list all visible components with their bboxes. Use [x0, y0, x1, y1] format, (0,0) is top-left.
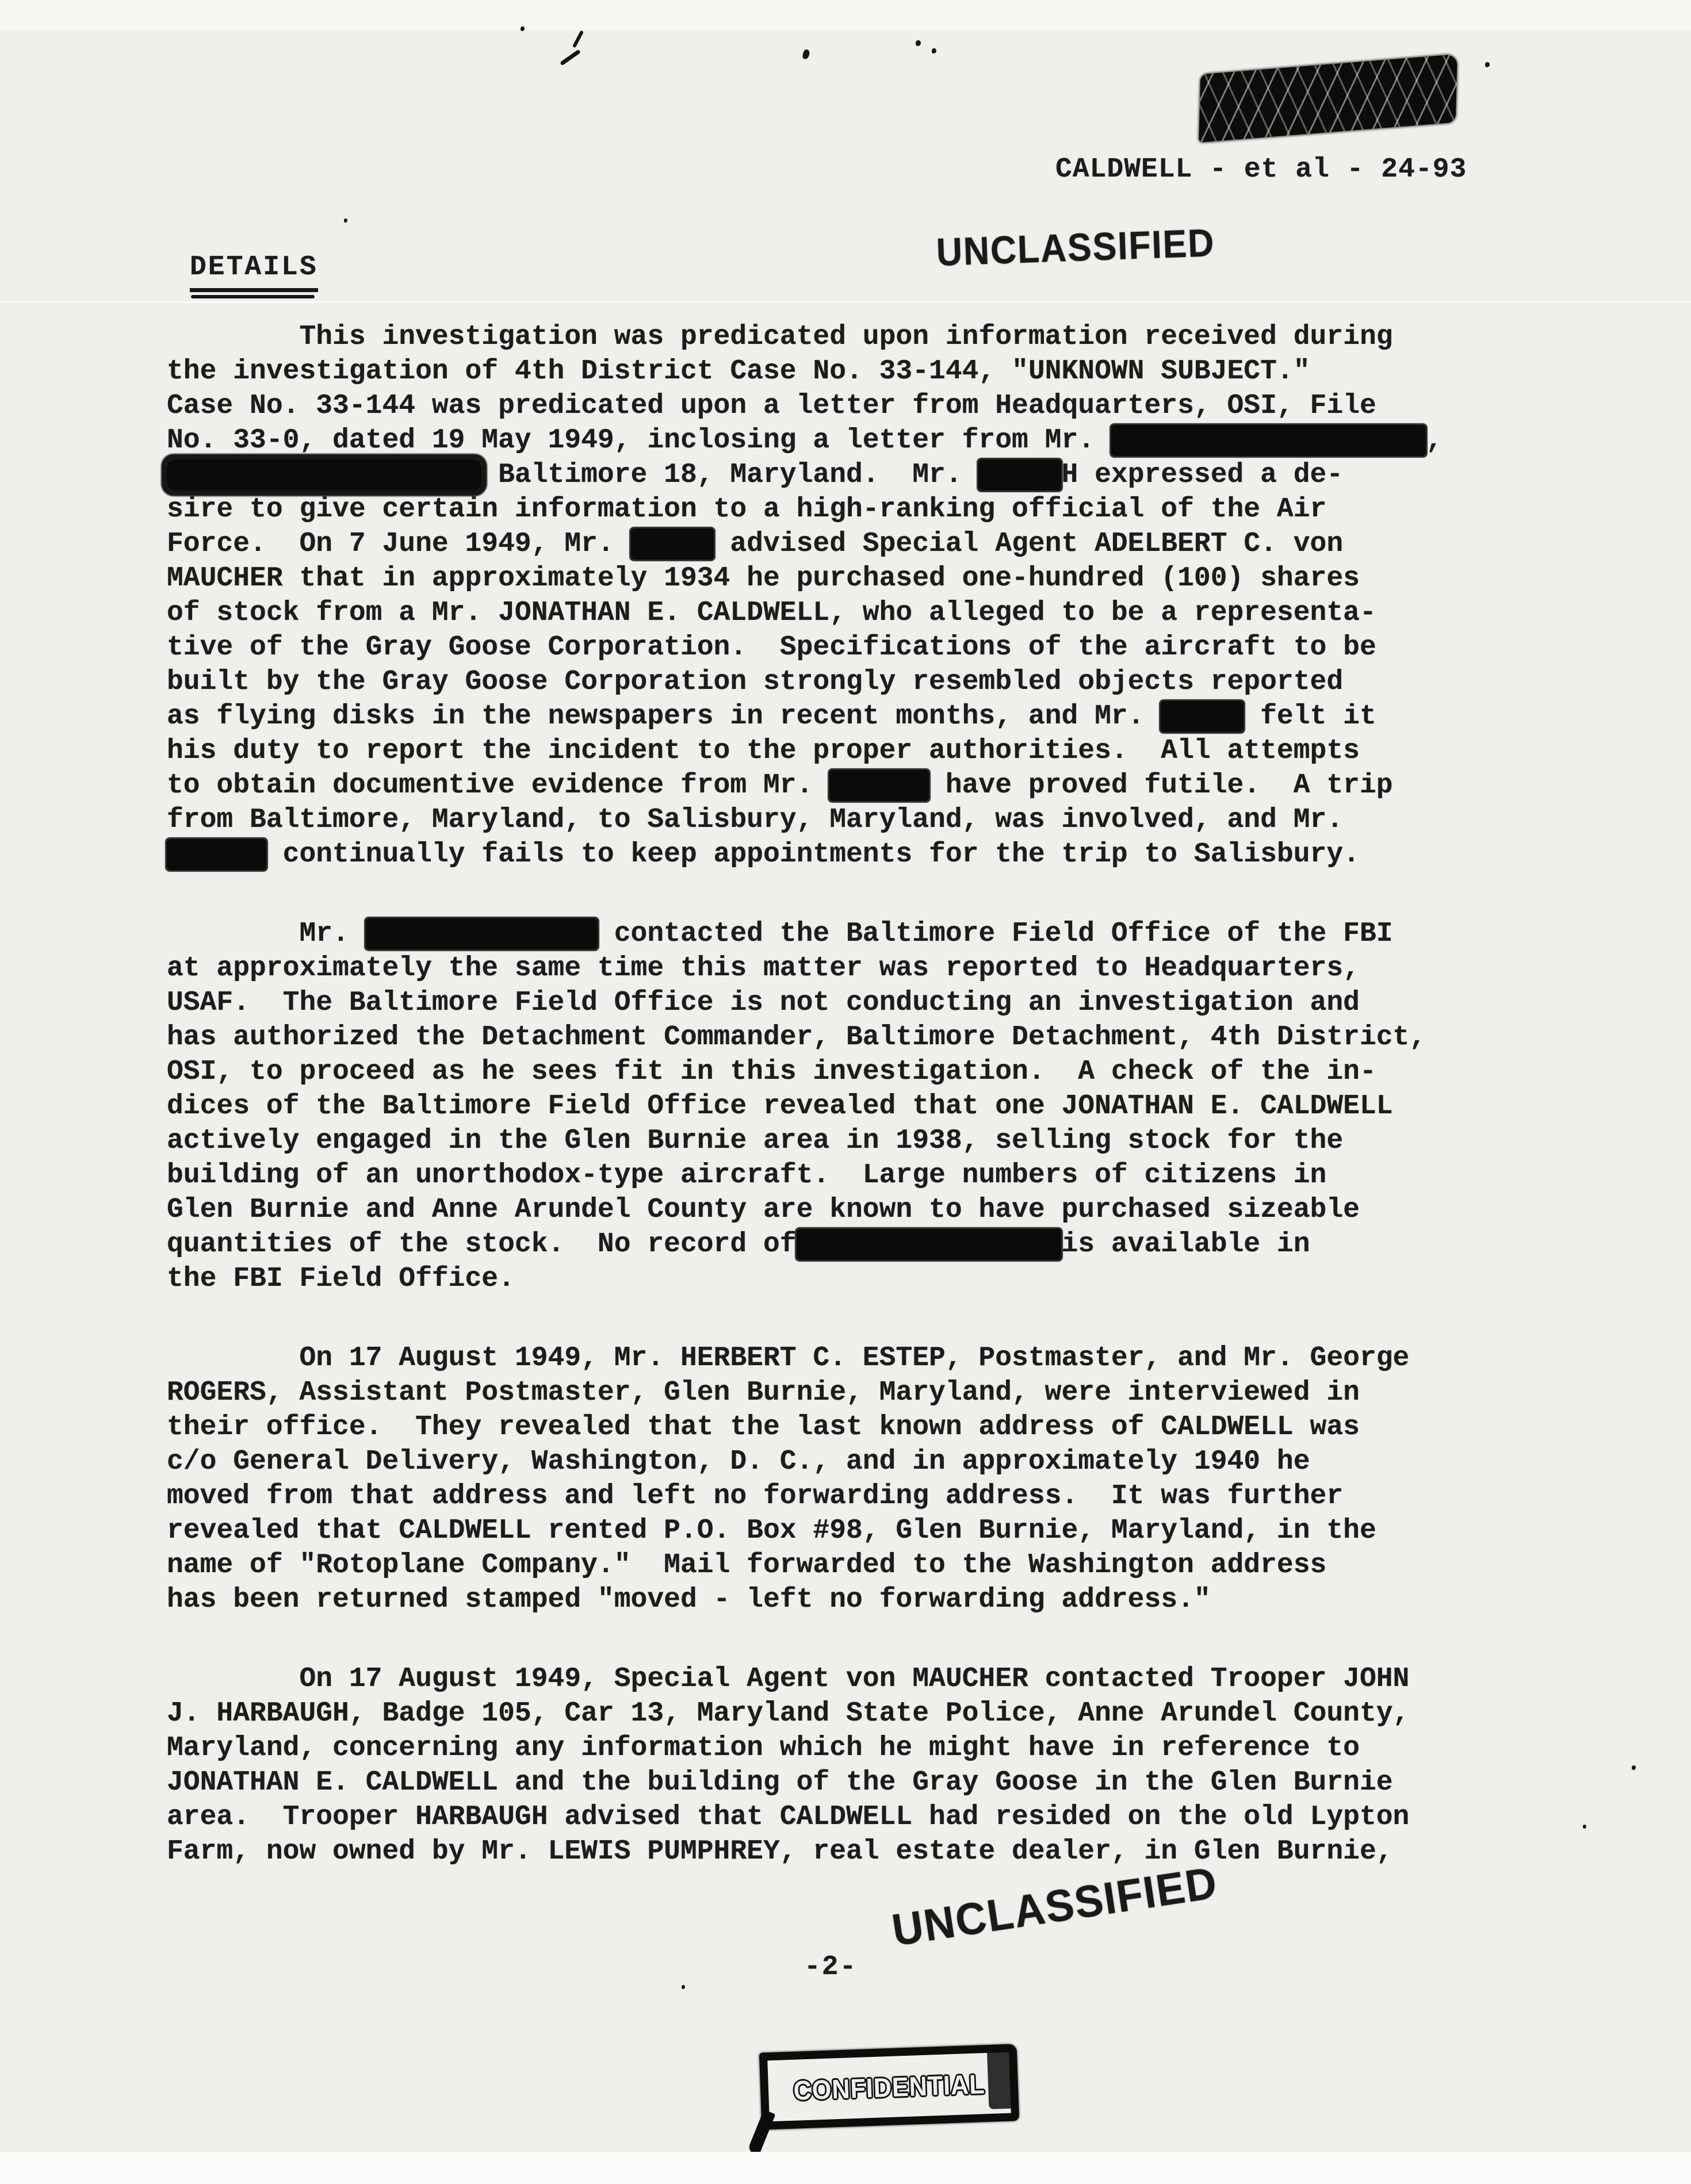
- redaction-bar: [1111, 425, 1426, 456]
- unclassified-stamp-bottom: UNCLASSIFIED: [889, 1857, 1221, 1956]
- text-line: MAUCHER that in approximately 1934 he purchased one-hundred (100) shares: [167, 563, 1360, 594]
- text-line: Glen Burnie and Anne Arundel County are known to have purchased sizeable: [167, 1194, 1360, 1225]
- text-line: quantities of the stock. No record of is available in: [167, 1229, 1310, 1260]
- text-line: has been returned stamped "moved - left no forwarding address.": [167, 1584, 1211, 1615]
- text-line: name of "Rotoplane Company." Mail forwarded to the Washington address: [167, 1550, 1327, 1581]
- text-line: Mr. contacted the Baltimore Field Office of the FBI: [167, 918, 1393, 949]
- text-line: area. Trooper HARBAUGH advised that CALDWELL had resided on the old Lypton: [167, 1802, 1410, 1833]
- text-line: as flying disks in the newspapers in recent months, and Mr. felt it: [167, 701, 1376, 732]
- scan-artifact-line: [0, 301, 1691, 303]
- text-line: Baltimore 18, Maryland. Mr. H expressed a de-: [167, 458, 1559, 492]
- redaction-bar: [978, 459, 1061, 491]
- text-line: built by the Gray Goose Corporation strongly resembled objects reported: [167, 666, 1344, 698]
- ink-speck: [932, 48, 936, 53]
- text-line: their office. They revealed that the last known address of CALDWELL was: [167, 1412, 1360, 1443]
- ink-speck: [916, 40, 921, 46]
- redaction-bar: [829, 770, 929, 801]
- text-line: dices of the Baltimore Field Office revealed that one JONATHAN E. CALDWELL: [167, 1091, 1393, 1122]
- text-line: Farm, now owned by Mr. LEWIS PUMPHREY, real estate dealer, in Glen Burnie,: [167, 1836, 1393, 1867]
- redaction-bar: [167, 459, 481, 491]
- confidential-stamp: [759, 2044, 1019, 2130]
- redaction-bar: [797, 1229, 1062, 1260]
- ink-speck: [521, 26, 525, 31]
- redaction-bar: [631, 528, 714, 560]
- paragraph: [167, 1662, 1559, 1869]
- case-reference: CALDWELL - et al - 24-93: [1055, 154, 1467, 185]
- text-line: to obtain documentive evidence from Mr. have proved futile. A trip: [167, 770, 1393, 801]
- text-line: Maryland, concerning any information which he might have in reference to: [167, 1733, 1360, 1764]
- text-line: No. 33-0, dated 19 May 1949, inclosing a letter from Mr. ,: [167, 425, 1443, 456]
- text-line: revealed that CALDWELL rented P.O. Box #98, Glen Burnie, Maryland, in the: [167, 1515, 1376, 1546]
- ink-speck: [344, 219, 347, 223]
- scan-edge-band-bottom: [0, 2152, 1691, 2184]
- paragraph: [167, 1341, 1559, 1617]
- text-line: OSI, to proceed as he sees fit in this investigation. A check of the in-: [167, 1056, 1376, 1087]
- redaction-bar: [366, 918, 598, 949]
- text-line: Case No. 33-144 was predicated upon a letter from Headquarters, OSI, File: [167, 390, 1376, 422]
- text-line: from Baltimore, Maryland, to Salisbury, Maryland, was involved, and Mr.: [167, 804, 1344, 836]
- text-line: USAF. The Baltimore Field Office is not conducting an investigation and: [167, 987, 1360, 1018]
- text-line: the FBI Field Office.: [167, 1263, 515, 1294]
- scan-edge-band-top: [0, 0, 1691, 30]
- text-line: J. HARBAUGH, Badge 105, Car 13, Maryland State Police, Anne Arundel County,: [167, 1698, 1410, 1729]
- text-line: ROGERS, Assistant Postmaster, Glen Burnie, Maryland, were interviewed in: [167, 1377, 1360, 1408]
- text-line: c/o General Delivery, Washington, D. C., and in approximately 1940 he: [167, 1446, 1310, 1477]
- unclassified-stamp-top: UNCLASSIFIED: [935, 221, 1216, 274]
- ink-speck: [560, 49, 581, 66]
- text-line: Force. On 7 June 1949, Mr. advised Special Agent ADELBERT C. von: [167, 528, 1344, 560]
- text-line: continually fails to keep appointments for the trip to Salisbury.: [167, 837, 1559, 872]
- text-line: moved from that address and left no forwarding address. It was further: [167, 1481, 1344, 1512]
- text-line: This investigation was predicated upon information received during: [167, 321, 1393, 352]
- confidential-stamp-text: CONFIDENTIAL: [793, 2068, 986, 2106]
- text-line: of stock from a Mr. JONATHAN E. CALDWELL, who alleged to be a representa-: [167, 597, 1376, 629]
- redaction-bar: [167, 839, 266, 870]
- text-line: tive of the Gray Goose Corporation. Specifications of the aircraft to be: [167, 632, 1376, 663]
- text-line: at approximately the same time this matter was reported to Headquarters,: [167, 953, 1360, 984]
- text-line: has authorized the Detachment Commander, Baltimore Detachment, 4th District,: [167, 1022, 1426, 1053]
- paragraph: [167, 917, 1559, 1296]
- text-line: his duty to report the incident to the proper authorities. All attempts: [167, 735, 1360, 767]
- paragraph: [167, 320, 1559, 872]
- ink-speck: [682, 1985, 685, 1989]
- ink-speck: [1583, 1825, 1586, 1829]
- page-number: -2-: [804, 1952, 858, 1983]
- document-body: [167, 320, 1559, 1914]
- text-line: actively engaged in the Glen Burnie area in 1938, selling stock for the: [167, 1125, 1344, 1156]
- ink-speck: [1485, 62, 1490, 67]
- ink-speck: [802, 49, 810, 60]
- text-line: On 17 August 1949, Mr. HERBERT C. ESTEP, Postmaster, and Mr. George: [167, 1343, 1410, 1374]
- text-line: building of an unorthodox-type aircraft. Large numbers of citizens in: [167, 1160, 1327, 1191]
- redaction-bar: [1161, 701, 1244, 732]
- ink-speck: [1632, 1765, 1636, 1770]
- section-heading: DETAILS: [190, 252, 318, 292]
- ink-speck: [572, 30, 584, 48]
- text-line: JONATHAN E. CALDWELL and the building of the Gray Goose in the Glen Burnie: [167, 1767, 1393, 1798]
- text-line: sire to give certain information to a high-ranking official of the Air: [167, 494, 1327, 525]
- obliterated-stamp: [1199, 54, 1457, 143]
- text-line: the investigation of 4th District Case No. 33-144, "UNKNOWN SUBJECT.": [167, 356, 1310, 387]
- text-line: On 17 August 1949, Special Agent von MAUCHER contacted Trooper JOHN: [167, 1664, 1410, 1695]
